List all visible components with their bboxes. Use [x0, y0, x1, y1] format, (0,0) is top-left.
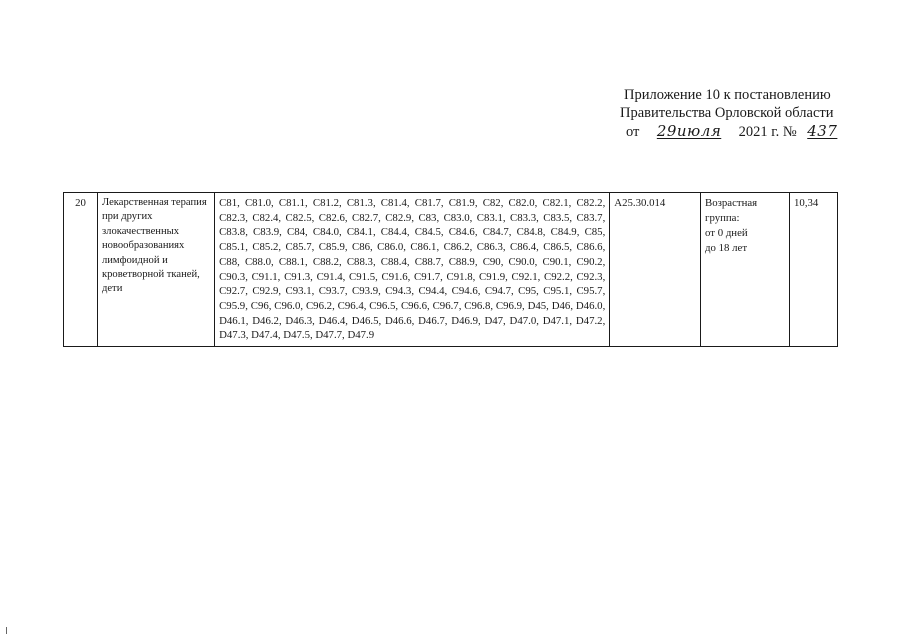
scan-mark — [6, 627, 7, 634]
handwritten-number: 437 — [807, 122, 838, 140]
tariff-table — [63, 192, 838, 347]
table-row — [64, 193, 838, 347]
age-group-line: до 18 лет — [705, 242, 748, 254]
service-code-cell: A25.30.014 — [610, 193, 701, 347]
age-group-cell — [701, 193, 790, 347]
header-year-label: 2021 г. № — [738, 124, 797, 140]
icd-codes-cell: C81, C81.0, C81.1, C81.2, C81.3, C81.4, C81.7, C81.9, C82, C82.0, C82.1, C82.2, C82.3, C82.4, C82.5, C82.6, C82.7, C82.9, C83, C83.0, C83.1, C83.3, C83.5, C83.7, C83.8, C83.9, C84, C84.0, C84.1, C84.4, C84.5, C84.6, C84.7, C84.8, C84.9, C85, C85.1, C85.2, C85.7, C85.9, C86, C86.0, C86.1, C86.2, C86.3, C86.4, C86.5, C86.6, C88, C88.0, C88.1, C88.2, C88.3, C88.4, C88.7, C88.9, C90, C90.0, C90.1, C90.2, C90.3, C91.1, C91.3, C91.4, C91.5, C91.6, C91.7, C91.8, C91.9, C92.1, C92.2, C92.3, C92.7, C92.9, C93.1, C93.7, C93.9, C94.3, C94.4, C94.6, C94.7, C95, C95.1, C95.7, C95.9, C96, C96.0, C96.2, C96.4, C96.5, C96.6, C96.7, C96.8, C96.9, D45, D46, D46.0, D46.1, D46.2, D46.3, D46.4, D46.5, D46.6, D46.7, D46.9, D47, D47.0, D47.1, D47.2, D47.3, D47.4, D47.5, D47.7, D47.9 — [215, 193, 610, 347]
header-date-number-line — [600, 122, 870, 141]
row-number-cell: 20 — [64, 193, 98, 347]
header-appendix-line: Приложение 10 к постановлению — [624, 87, 831, 103]
header-from-label: от — [626, 124, 640, 140]
document-header — [600, 86, 870, 141]
header-government-line: Правительства Орловской области — [620, 105, 834, 121]
handwritten-date: 29июля — [656, 122, 722, 140]
therapy-name-cell: Лекарственная терапия при других злокачественных новообразованиях лимфоидной и кроветворной тканей, дети — [97, 193, 214, 347]
coefficient-cell: 10,34 — [790, 193, 838, 347]
age-group-line: группа: — [705, 212, 740, 224]
age-group-line: от 0 дней — [705, 227, 748, 239]
age-group-line: Возрастная — [705, 197, 758, 209]
